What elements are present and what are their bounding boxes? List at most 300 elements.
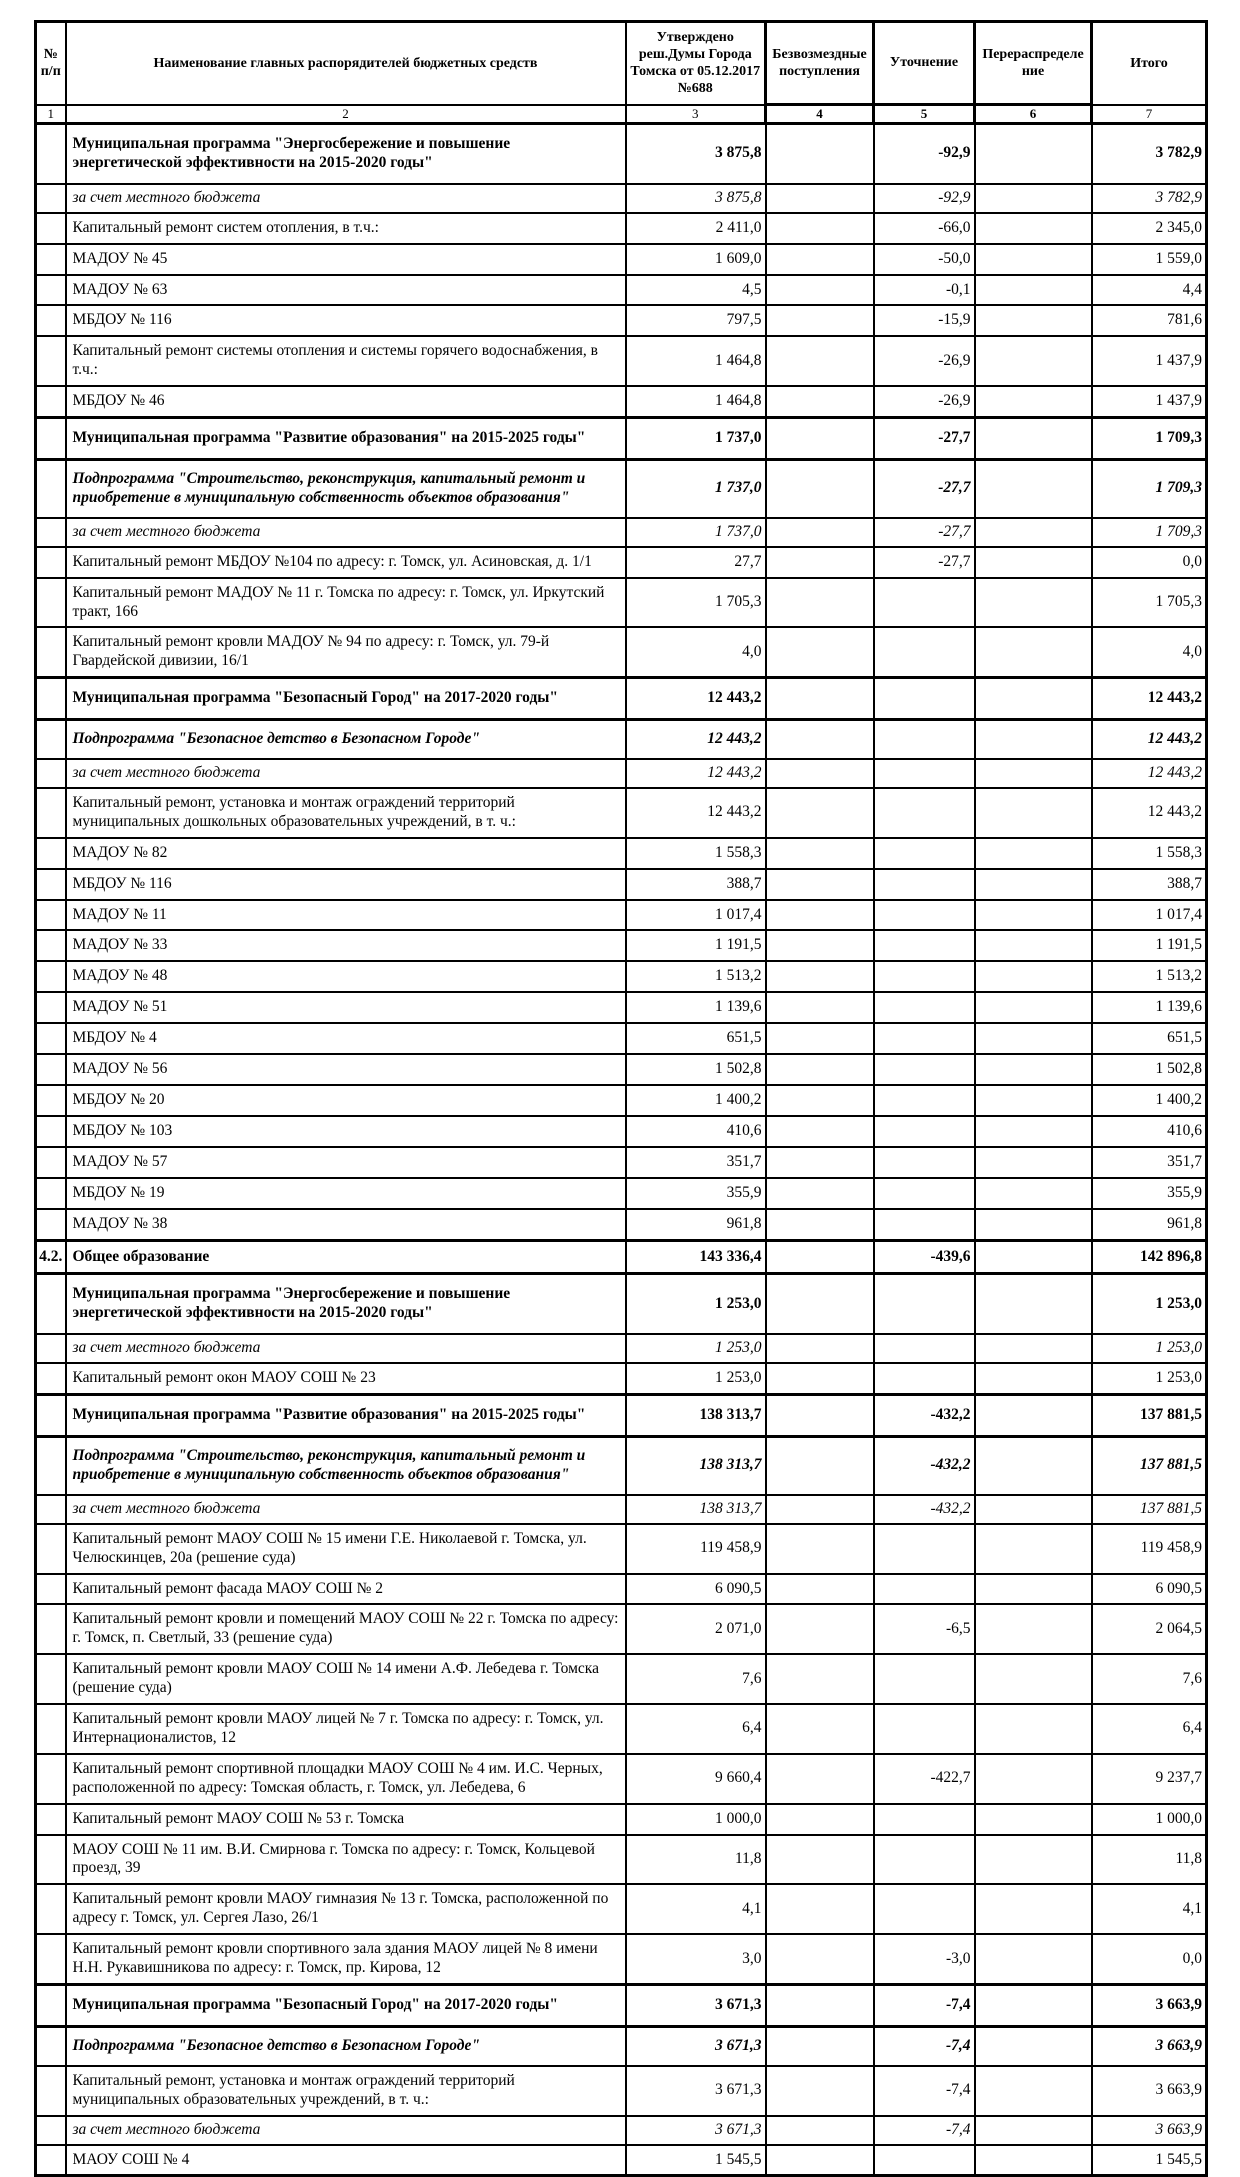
table-row	[36, 1985, 1207, 2027]
cell-redistribution	[975, 1704, 1092, 1754]
cell-total: 355,9	[1092, 1178, 1207, 1209]
cell-num	[36, 1524, 66, 1574]
cell-total: 3 782,9	[1092, 184, 1207, 213]
cell-name: за счет местного бюджета	[66, 1495, 626, 1524]
cell-gratuitous	[766, 759, 874, 788]
cell-gratuitous	[766, 1934, 874, 1984]
table-row	[36, 459, 1207, 517]
cell-name: Подпрограмма "Безопасное детство в Безопасном Городе"	[66, 720, 626, 759]
cell-approved: 1 191,5	[626, 930, 766, 961]
table-row	[36, 1524, 1207, 1574]
cell-approved: 351,7	[626, 1147, 766, 1178]
cell-approved: 1 253,0	[626, 1274, 766, 1334]
cell-gratuitous	[766, 1334, 874, 1363]
cell-num	[36, 1754, 66, 1804]
cell-redistribution	[975, 1754, 1092, 1804]
cell-total: 1 558,3	[1092, 838, 1207, 869]
cell-name: Подпрограмма "Безопасное детство в Безопасном Городе"	[66, 2026, 626, 2065]
cell-approved: 3 671,3	[626, 2066, 766, 2116]
cell-adjustment	[874, 1704, 975, 1754]
cell-adjustment	[874, 759, 975, 788]
cell-name: за счет местного бюджета	[66, 2116, 626, 2145]
cell-adjustment: -50,0	[874, 244, 975, 275]
cell-total: 1 191,5	[1092, 930, 1207, 961]
cell-total: 4,1	[1092, 1884, 1207, 1934]
cell-adjustment: -92,9	[874, 184, 975, 213]
table-row	[36, 930, 1207, 961]
cell-name: Подпрограмма "Строительство, реконструкция, капитальный ремонт и приобретение в муниципальную собственность объектов образования"	[66, 1436, 626, 1494]
cell-num	[36, 788, 66, 838]
cell-name: Капитальный ремонт кровли спортивного зала здания МАОУ лицей № 8 имени Н.Н. Рукавишникова по адресу: г. Томск, пр. Кирова, 12	[66, 1934, 626, 1984]
cell-gratuitous	[766, 1495, 874, 1524]
table-row	[36, 1804, 1207, 1835]
cell-redistribution	[975, 2066, 1092, 2116]
cell-adjustment	[874, 992, 975, 1023]
cell-adjustment	[874, 1654, 975, 1704]
cell-gratuitous	[766, 1395, 874, 1437]
table-row	[36, 1334, 1207, 1363]
cell-num	[36, 1436, 66, 1494]
cell-gratuitous	[766, 1704, 874, 1754]
cell-gratuitous	[766, 1023, 874, 1054]
cell-adjustment	[874, 1054, 975, 1085]
cell-name: за счет местного бюджета	[66, 518, 626, 547]
cell-redistribution	[975, 547, 1092, 578]
cell-name: Капитальный ремонт МАОУ СОШ № 15 имени Г.Е. Николаевой г. Томска, ул. Челюскинцев, 20а (решение суда)	[66, 1524, 626, 1574]
cell-name: за счет местного бюджета	[66, 184, 626, 213]
cell-approved: 1 737,0	[626, 518, 766, 547]
cell-total: 1 437,9	[1092, 386, 1207, 417]
cell-adjustment	[874, 900, 975, 931]
cell-approved: 3 875,8	[626, 184, 766, 213]
cell-name: МАДОУ № 48	[66, 961, 626, 992]
cell-approved: 138 313,7	[626, 1495, 766, 1524]
cell-name: за счет местного бюджета	[66, 1334, 626, 1363]
cell-adjustment	[874, 1023, 975, 1054]
cell-gratuitous	[766, 1654, 874, 1704]
cell-approved: 1 513,2	[626, 961, 766, 992]
table-row	[36, 1436, 1207, 1494]
cell-total: 137 881,5	[1092, 1436, 1207, 1494]
cell-total: 0,0	[1092, 1934, 1207, 1984]
cell-approved: 12 443,2	[626, 788, 766, 838]
cell-redistribution	[975, 275, 1092, 306]
table-row	[36, 1209, 1207, 1240]
cell-approved: 1 400,2	[626, 1085, 766, 1116]
table-row	[36, 992, 1207, 1023]
cell-redistribution	[975, 1395, 1092, 1437]
cell-num	[36, 1178, 66, 1209]
col-header-num: № п/п	[36, 22, 66, 105]
cell-redistribution	[975, 1436, 1092, 1494]
cell-num	[36, 900, 66, 931]
cell-total: 351,7	[1092, 1147, 1207, 1178]
column-number-row	[36, 105, 1207, 124]
cell-redistribution	[975, 1604, 1092, 1654]
cell-gratuitous	[766, 1085, 874, 1116]
table-row	[36, 2145, 1207, 2176]
cell-num	[36, 578, 66, 628]
cell-num	[36, 627, 66, 677]
cell-total: 961,8	[1092, 1209, 1207, 1240]
table-row	[36, 418, 1207, 460]
cell-num	[36, 1147, 66, 1178]
cell-gratuitous	[766, 1209, 874, 1240]
cell-num	[36, 1654, 66, 1704]
cell-name: Муниципальная программа "Безопасный Город" на 2017-2020 годы"	[66, 1985, 626, 2027]
cell-redistribution	[975, 759, 1092, 788]
cell-num	[36, 1334, 66, 1363]
table-row	[36, 838, 1207, 869]
cell-name: МАДОУ № 11	[66, 900, 626, 931]
cell-name: МАДОУ № 45	[66, 244, 626, 275]
cell-redistribution	[975, 2026, 1092, 2065]
header-row	[36, 22, 1207, 105]
cell-gratuitous	[766, 459, 874, 517]
cell-gratuitous	[766, 244, 874, 275]
cell-num	[36, 2026, 66, 2065]
cell-redistribution	[975, 518, 1092, 547]
cell-num	[36, 1209, 66, 1240]
cell-adjustment	[874, 1524, 975, 1574]
cell-adjustment	[874, 1804, 975, 1835]
cell-gratuitous	[766, 930, 874, 961]
cell-name: МАДОУ № 33	[66, 930, 626, 961]
table-row	[36, 1754, 1207, 1804]
cell-name: Капитальный ремонт систем отопления, в т.ч.:	[66, 213, 626, 244]
cell-adjustment	[874, 1363, 975, 1394]
cell-adjustment	[874, 1334, 975, 1363]
cell-approved: 4,5	[626, 275, 766, 306]
cell-adjustment: -66,0	[874, 213, 975, 244]
cell-adjustment: -7,4	[874, 2026, 975, 2065]
cell-approved: 1 017,4	[626, 900, 766, 931]
table-row	[36, 578, 1207, 628]
cell-total: 1 253,0	[1092, 1334, 1207, 1363]
cell-gratuitous	[766, 1178, 874, 1209]
cell-gratuitous	[766, 720, 874, 759]
cell-approved: 12 443,2	[626, 759, 766, 788]
cell-approved: 2 411,0	[626, 213, 766, 244]
cell-name: Капитальный ремонт кровли и помещений МАОУ СОШ № 22 г. Томска по адресу: г. Томск, п. Светлый, 33 (решение суда)	[66, 1604, 626, 1654]
cell-approved: 410,6	[626, 1116, 766, 1147]
table-row	[36, 2026, 1207, 2065]
cell-total: 12 443,2	[1092, 720, 1207, 759]
cell-redistribution	[975, 1147, 1092, 1178]
cell-redistribution	[975, 578, 1092, 628]
table-row	[36, 678, 1207, 720]
cell-gratuitous	[766, 2116, 874, 2145]
cell-name: МАОУ СОШ № 4	[66, 2145, 626, 2176]
cell-adjustment	[874, 578, 975, 628]
cell-approved: 2 071,0	[626, 1604, 766, 1654]
table-row	[36, 547, 1207, 578]
cell-name: МБДОУ № 20	[66, 1085, 626, 1116]
cell-gratuitous	[766, 1363, 874, 1394]
cell-approved: 4,1	[626, 1884, 766, 1934]
cell-redistribution	[975, 1023, 1092, 1054]
cell-approved: 12 443,2	[626, 678, 766, 720]
cell-approved: 6 090,5	[626, 1574, 766, 1605]
cell-name: МАОУ СОШ № 11 им. В.И. Смирнова г. Томска по адресу: г. Томск, Кольцевой проезд, 39	[66, 1835, 626, 1885]
cell-redistribution	[975, 869, 1092, 900]
cell-redistribution	[975, 1363, 1092, 1394]
cell-gratuitous	[766, 547, 874, 578]
cell-gratuitous	[766, 1054, 874, 1085]
cell-redistribution	[975, 788, 1092, 838]
cell-name: Капитальный ремонт МАОУ СОШ № 53 г. Томска	[66, 1804, 626, 1835]
cell-adjustment: -27,7	[874, 547, 975, 578]
table-row	[36, 275, 1207, 306]
budget-table	[34, 20, 1208, 2177]
cell-total: 781,6	[1092, 305, 1207, 336]
cell-gratuitous	[766, 627, 874, 677]
cell-approved: 11,8	[626, 1835, 766, 1885]
cell-adjustment	[874, 1835, 975, 1885]
cell-name: Подпрограмма "Строительство, реконструкция, капитальный ремонт и приобретение в муниципальную собственность объектов образования"	[66, 459, 626, 517]
cell-num	[36, 336, 66, 386]
cell-gratuitous	[766, 1985, 874, 2027]
cell-name: МАДОУ № 56	[66, 1054, 626, 1085]
cell-total: 137 881,5	[1092, 1495, 1207, 1524]
table-row	[36, 2116, 1207, 2145]
cell-redistribution	[975, 961, 1092, 992]
cell-gratuitous	[766, 336, 874, 386]
cell-total: 0,0	[1092, 547, 1207, 578]
cell-gratuitous	[766, 386, 874, 417]
cell-num	[36, 1054, 66, 1085]
cell-num	[36, 1604, 66, 1654]
table-row	[36, 1147, 1207, 1178]
cell-num	[36, 1023, 66, 1054]
cell-num	[36, 1985, 66, 2027]
cell-total: 12 443,2	[1092, 678, 1207, 720]
cell-total: 1 559,0	[1092, 244, 1207, 275]
table-row	[36, 305, 1207, 336]
cell-approved: 3 671,3	[626, 2026, 766, 2065]
cell-redistribution	[975, 1654, 1092, 1704]
cell-approved: 1 464,8	[626, 386, 766, 417]
cell-total: 137 881,5	[1092, 1395, 1207, 1437]
cell-total: 1 253,0	[1092, 1363, 1207, 1394]
cell-name: МАДОУ № 51	[66, 992, 626, 1023]
cell-num	[36, 305, 66, 336]
cell-gratuitous	[766, 2066, 874, 2116]
col-header-redistribution: Перераспределение	[975, 22, 1092, 105]
cell-adjustment	[874, 1274, 975, 1334]
cell-approved: 1 253,0	[626, 1334, 766, 1363]
cell-num	[36, 275, 66, 306]
cell-redistribution	[975, 992, 1092, 1023]
cell-adjustment: -422,7	[874, 1754, 975, 1804]
cell-name: МАДОУ № 57	[66, 1147, 626, 1178]
cell-num	[36, 869, 66, 900]
cell-redistribution	[975, 2116, 1092, 2145]
cell-approved: 1 000,0	[626, 1804, 766, 1835]
cell-gratuitous	[766, 961, 874, 992]
cell-num	[36, 518, 66, 547]
cell-redistribution	[975, 213, 1092, 244]
cell-total: 1 709,3	[1092, 418, 1207, 460]
cell-name: Капитальный ремонт кровли МАОУ лицей № 7 г. Томска по адресу: г. Томск, ул. Интернационалистов, 12	[66, 1704, 626, 1754]
cell-gratuitous	[766, 1604, 874, 1654]
cell-total: 12 443,2	[1092, 759, 1207, 788]
cell-num	[36, 418, 66, 460]
cell-total: 2 064,5	[1092, 1604, 1207, 1654]
cell-approved: 1 253,0	[626, 1363, 766, 1394]
cell-redistribution	[975, 336, 1092, 386]
cell-adjustment: -439,6	[874, 1240, 975, 1274]
cell-total: 7,6	[1092, 1654, 1207, 1704]
cell-num	[36, 838, 66, 869]
cell-adjustment	[874, 838, 975, 869]
cell-gratuitous	[766, 1274, 874, 1334]
cell-num	[36, 459, 66, 517]
cell-gratuitous	[766, 275, 874, 306]
cell-approved: 119 458,9	[626, 1524, 766, 1574]
cell-adjustment: -7,4	[874, 1985, 975, 2027]
cell-redistribution	[975, 124, 1092, 184]
col-number: 3	[626, 105, 766, 124]
cell-total: 1 545,5	[1092, 2145, 1207, 2176]
cell-approved: 961,8	[626, 1209, 766, 1240]
cell-adjustment	[874, 1574, 975, 1605]
cell-name: Капитальный ремонт МАДОУ № 11 г. Томска по адресу: г. Томск, ул. Иркутский тракт, 166	[66, 578, 626, 628]
cell-total: 1 502,8	[1092, 1054, 1207, 1085]
cell-adjustment: -92,9	[874, 124, 975, 184]
cell-redistribution	[975, 1804, 1092, 1835]
table-row	[36, 518, 1207, 547]
cell-total: 1 139,6	[1092, 992, 1207, 1023]
cell-gratuitous	[766, 305, 874, 336]
cell-approved: 3,0	[626, 1934, 766, 1984]
cell-adjustment: -432,2	[874, 1436, 975, 1494]
cell-adjustment	[874, 1178, 975, 1209]
cell-name: МБДОУ № 4	[66, 1023, 626, 1054]
cell-approved: 1 545,5	[626, 2145, 766, 2176]
cell-approved: 6,4	[626, 1704, 766, 1754]
cell-adjustment: -26,9	[874, 336, 975, 386]
cell-num	[36, 1804, 66, 1835]
cell-num	[36, 2145, 66, 2176]
table-row	[36, 184, 1207, 213]
cell-name: Общее образование	[66, 1240, 626, 1274]
cell-redistribution	[975, 1116, 1092, 1147]
cell-num	[36, 1495, 66, 1524]
cell-gratuitous	[766, 1804, 874, 1835]
cell-total: 6,4	[1092, 1704, 1207, 1754]
col-header-gratuitous: Безвозмездные поступления	[766, 22, 874, 105]
cell-name: за счет местного бюджета	[66, 759, 626, 788]
cell-total: 4,0	[1092, 627, 1207, 677]
cell-adjustment	[874, 930, 975, 961]
cell-approved: 1 502,8	[626, 1054, 766, 1085]
cell-redistribution	[975, 1524, 1092, 1574]
cell-total: 142 896,8	[1092, 1240, 1207, 1274]
cell-num	[36, 1574, 66, 1605]
cell-name: Капитальный ремонт, установка и монтаж ограждений территорий муниципальных образовательных учреждений, в т. ч.:	[66, 2066, 626, 2116]
cell-num	[36, 720, 66, 759]
cell-approved: 388,7	[626, 869, 766, 900]
cell-adjustment	[874, 961, 975, 992]
cell-gratuitous	[766, 1835, 874, 1885]
col-header-total: Итого	[1092, 22, 1207, 105]
cell-num	[36, 678, 66, 720]
cell-approved: 7,6	[626, 1654, 766, 1704]
table-row	[36, 961, 1207, 992]
cell-name: Капитальный ремонт системы отопления и системы горячего водоснабжения, в т.ч.:	[66, 336, 626, 386]
cell-gratuitous	[766, 900, 874, 931]
table-row	[36, 1654, 1207, 1704]
cell-redistribution	[975, 1054, 1092, 1085]
cell-total: 3 663,9	[1092, 1985, 1207, 2027]
cell-adjustment	[874, 1209, 975, 1240]
table-row	[36, 1363, 1207, 1394]
cell-gratuitous	[766, 184, 874, 213]
table-row	[36, 1604, 1207, 1654]
cell-adjustment: -27,7	[874, 459, 975, 517]
cell-adjustment	[874, 2145, 975, 2176]
cell-redistribution	[975, 1209, 1092, 1240]
cell-name: Муниципальная программа "Энергосбережение и повышение энергетической эффективности на 2015-2020 годы"	[66, 124, 626, 184]
cell-num	[36, 124, 66, 184]
cell-total: 1 513,2	[1092, 961, 1207, 992]
cell-total: 1 437,9	[1092, 336, 1207, 386]
col-header-approved: Утверждено реш.Думы Города Томска от 05.12.2017 №688	[626, 22, 766, 105]
cell-name: Муниципальная программа "Энергосбережение и повышение энергетической эффективности на 2015-2020 годы"	[66, 1274, 626, 1334]
cell-num	[36, 1884, 66, 1934]
col-number: 7	[1092, 105, 1207, 124]
cell-total: 1 709,3	[1092, 518, 1207, 547]
cell-name: Капитальный ремонт спортивной площадки МАОУ СОШ № 4 им. И.С. Черных, расположенной по адресу: Томская область, г. Томск, ул. Лебедева, 6	[66, 1754, 626, 1804]
cell-total: 119 458,9	[1092, 1524, 1207, 1574]
table-row	[36, 244, 1207, 275]
cell-adjustment: -3,0	[874, 1934, 975, 1984]
cell-redistribution	[975, 244, 1092, 275]
table-row	[36, 1934, 1207, 1984]
cell-redistribution	[975, 1085, 1092, 1116]
cell-total: 651,5	[1092, 1023, 1207, 1054]
cell-num	[36, 930, 66, 961]
cell-name: МАДОУ № 82	[66, 838, 626, 869]
cell-num	[36, 992, 66, 1023]
cell-num: 4.2.	[36, 1240, 66, 1274]
cell-redistribution	[975, 1835, 1092, 1885]
table-row	[36, 1054, 1207, 1085]
cell-approved: 3 875,8	[626, 124, 766, 184]
cell-adjustment: -15,9	[874, 305, 975, 336]
cell-gratuitous	[766, 838, 874, 869]
cell-total: 12 443,2	[1092, 788, 1207, 838]
cell-gratuitous	[766, 124, 874, 184]
col-number: 4	[766, 105, 874, 124]
cell-name: МБДОУ № 116	[66, 305, 626, 336]
cell-num	[36, 184, 66, 213]
cell-adjustment: -27,7	[874, 518, 975, 547]
table-row	[36, 386, 1207, 417]
table-header	[36, 22, 1207, 124]
cell-num	[36, 1116, 66, 1147]
cell-total: 1 000,0	[1092, 1804, 1207, 1835]
col-number: 2	[66, 105, 626, 124]
cell-gratuitous	[766, 2145, 874, 2176]
table-row	[36, 1178, 1207, 1209]
cell-num	[36, 1395, 66, 1437]
table-row	[36, 720, 1207, 759]
cell-num	[36, 1363, 66, 1394]
cell-gratuitous	[766, 1116, 874, 1147]
cell-num	[36, 1085, 66, 1116]
